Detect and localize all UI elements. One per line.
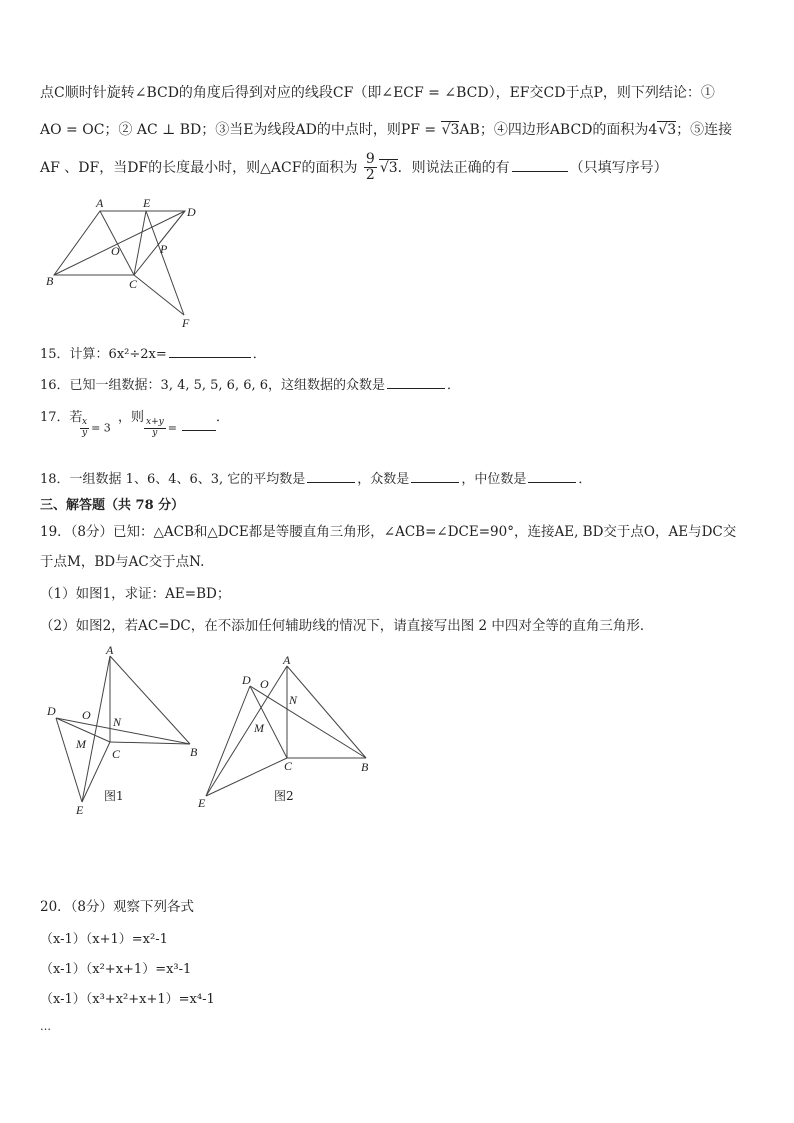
fig2-label-o: O <box>260 677 269 691</box>
fig1-label-c: C <box>112 747 121 761</box>
sqrt3-a: √3 <box>441 122 460 138</box>
fig1-label-m: M <box>76 737 86 751</box>
q20-line1: 20．（8分）观察下列各式 <box>40 899 195 915</box>
fig14-label-b: B <box>46 274 54 288</box>
q14-line1: 点C顺时针旋转∠BCD的角度后得到对应的线段CF（即∠ECF = ∠BCD），EF交CD于点P，则下列结论：① <box>40 85 715 101</box>
fig14-label-p: P <box>160 242 168 256</box>
q15-text: 15．计算：6x²÷2x= <box>40 347 167 362</box>
frac-denominator: 2 <box>365 167 375 184</box>
q14-line2e: ；⑤连接 <box>676 122 733 138</box>
q17-eq1: = 3 <box>91 421 111 435</box>
q14-line2a: AO = OC；② AC ⊥ BD；③当E为线段AD的中点时，则PF = <box>40 122 441 138</box>
fig2-label-n: N <box>289 693 298 707</box>
q20-eq2: （x-1）（x²+x+1）=x³-1 <box>40 962 192 977</box>
q16 <box>40 374 460 393</box>
sqrt3-c: √3 <box>379 159 398 176</box>
fig1-label-e: E <box>76 803 84 817</box>
q14-line3a: AF 、DF，当DF的长度最小时，则△ACF的面积为 <box>40 159 358 176</box>
q17-f2-num: x+y <box>146 417 164 427</box>
fig2-label-d: D <box>242 673 251 687</box>
sqrt3-b: √3 <box>658 122 677 138</box>
q14-line3d: （只填写序号） <box>569 159 668 176</box>
fraction-x-over-y <box>80 418 89 439</box>
q17-condition <box>78 418 111 439</box>
fig1-caption: 图1 <box>104 789 124 803</box>
q18 <box>40 468 591 487</box>
fig2-label-e: E <box>198 796 206 810</box>
fig2-label-a: A <box>283 653 291 667</box>
q17-eq2: = <box>167 421 181 435</box>
q19-figure-2 <box>190 650 380 810</box>
fig1-label-a: A <box>106 643 114 657</box>
q19-part2: （2）如图2，若AC=DC，在不添加任何辅助线的情况下，请直接写出图 2 中四对全等的直角三角形． <box>40 618 654 634</box>
frac-numerator: 9 <box>365 151 375 167</box>
answer-blank-17[interactable] <box>182 420 216 431</box>
q19-part1: （1）如图1，求证：AE=BD； <box>40 586 231 602</box>
q17-f1-num: x <box>82 417 88 427</box>
fig1-label-n: N <box>113 715 122 729</box>
q17-f1-den: y <box>81 427 88 438</box>
fig14-label-d: D <box>187 205 196 219</box>
answer-blank-18c[interactable] <box>528 468 576 483</box>
q17-f2-den: y <box>152 427 158 438</box>
answer-blank-18b[interactable] <box>411 468 459 483</box>
fraction-9-2 <box>364 152 377 184</box>
q16-end: ． <box>447 378 461 393</box>
fig1-label-d: D <box>47 704 56 718</box>
fig2-label-c: C <box>284 759 293 773</box>
q18-end: ． <box>578 472 592 487</box>
answer-blank-15[interactable] <box>169 343 251 358</box>
q18-mid2: ，中位数是 <box>461 472 527 487</box>
q19-line1: 19．（8分）已知：△ACB和△DCE都是等腰直角三角形，∠ACB=∠DCE=90°，连接AE, BD交于点O，AE与DC交 <box>40 524 737 540</box>
q17-prefix: 17．若 <box>40 410 83 425</box>
q20-eq3: （x-1）（x³+x²+x+1）=x⁴-1 <box>40 992 215 1007</box>
fig14-label-e: E <box>143 196 151 210</box>
answer-blank-14[interactable] <box>512 157 568 172</box>
q18-text: 18．一组数据 1、6、4、6、3, 它的平均数是 <box>40 472 306 487</box>
q14-figure <box>40 195 210 330</box>
fig2-label-b: B <box>361 760 369 774</box>
q17 <box>40 406 83 425</box>
fraction-xplusy-over-y <box>144 418 166 439</box>
q20-ellipsis: … <box>40 1020 51 1033</box>
fig14-label-a: A <box>96 196 104 210</box>
q17-question <box>142 418 218 439</box>
q15 <box>40 343 266 362</box>
fig1-label-b: B <box>190 745 198 759</box>
section-3-heading: 三、解答题（共 78 分） <box>40 498 185 513</box>
q20-eq1: （x-1）（x+1）=x²-1 <box>40 932 168 947</box>
q15-end: ． <box>252 347 266 362</box>
answer-blank-18a[interactable] <box>307 468 355 483</box>
q14-line3 <box>40 152 668 184</box>
q17-mid: ，则 <box>118 410 145 425</box>
q19-figure-1 <box>40 640 210 820</box>
fig2-label-m: M <box>254 721 264 735</box>
fig14-label-c: C <box>129 277 138 291</box>
q18-mid1: ，众数是 <box>357 472 410 487</box>
q14-line2 <box>40 119 732 139</box>
fig14-label-f: F <box>182 316 190 330</box>
answer-blank-16[interactable] <box>387 374 445 389</box>
q14-line3c: ．则说法正确的有 <box>397 159 510 176</box>
fig2-caption: 图2 <box>274 789 294 803</box>
fig14-label-o: O <box>111 244 120 258</box>
q16-text: 16．已知一组数据：3, 4, 5, 5, 6, 6, 6，这组数据的众数是 <box>40 378 386 393</box>
q17-end: ． <box>216 410 230 425</box>
fig1-label-o: O <box>82 708 91 722</box>
q14-line2c: AB；④四边形ABCD的面积为4 <box>459 122 658 138</box>
q19-line2: 于点M，BD与AC交于点N. <box>40 554 205 570</box>
